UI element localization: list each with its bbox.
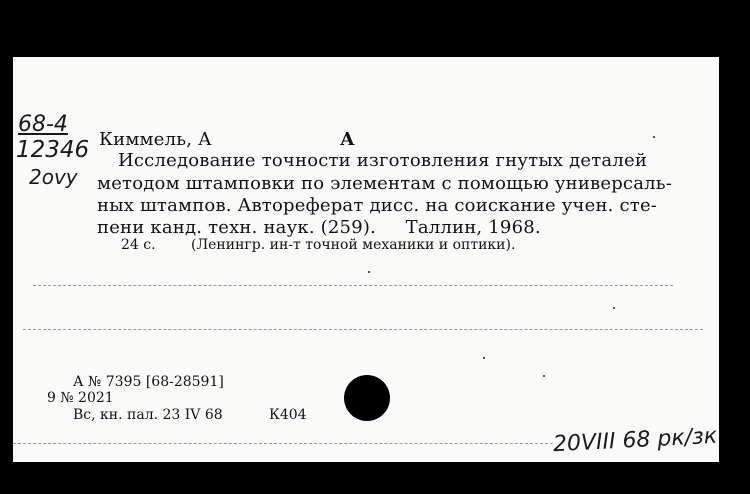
- footer-chamber: Вс, кн. пал. 23 IV 68: [73, 407, 223, 423]
- scan-noise-line: [13, 443, 553, 445]
- punch-hole: [344, 375, 390, 421]
- scan-speck: [653, 136, 655, 138]
- footer-accession: А № 7395 [68-28591]: [73, 374, 224, 390]
- institution: (Ленингр. ин-т точной механики и оптики).: [191, 237, 516, 253]
- scan-speck: [368, 271, 370, 273]
- scan-speck: [613, 307, 615, 309]
- catalog-card: [13, 57, 719, 462]
- body-line-3: ных штампов. Автореферат дисс. на соискание учен. сте-: [97, 195, 658, 216]
- author-name: Киммель, А: [99, 129, 212, 150]
- scan-speck: [543, 375, 545, 377]
- handwritten-number: 12346: [16, 137, 90, 163]
- footer-code: К404: [269, 407, 307, 423]
- scan-noise-line: [33, 285, 673, 287]
- handwritten-date: 20VIII 68 рк/зк: [552, 423, 718, 458]
- scan-noise-line: [23, 329, 703, 331]
- body-line-1: Исследование точности изготовления гнутых деталей: [118, 150, 648, 171]
- footer-number: 9 № 2021: [47, 390, 114, 406]
- page-count: 24 с.: [121, 237, 156, 253]
- author-letter: А: [340, 129, 355, 150]
- body-line-2: методом штамповки по элементам с помощью универсаль-: [97, 173, 673, 194]
- body-line-4: пени канд. техн. наук. (259). Таллин, 1968.: [97, 217, 541, 238]
- handwritten-note: 2ovy: [29, 165, 78, 189]
- scan-speck: [483, 357, 485, 359]
- handwritten-code: 68-4: [18, 112, 68, 137]
